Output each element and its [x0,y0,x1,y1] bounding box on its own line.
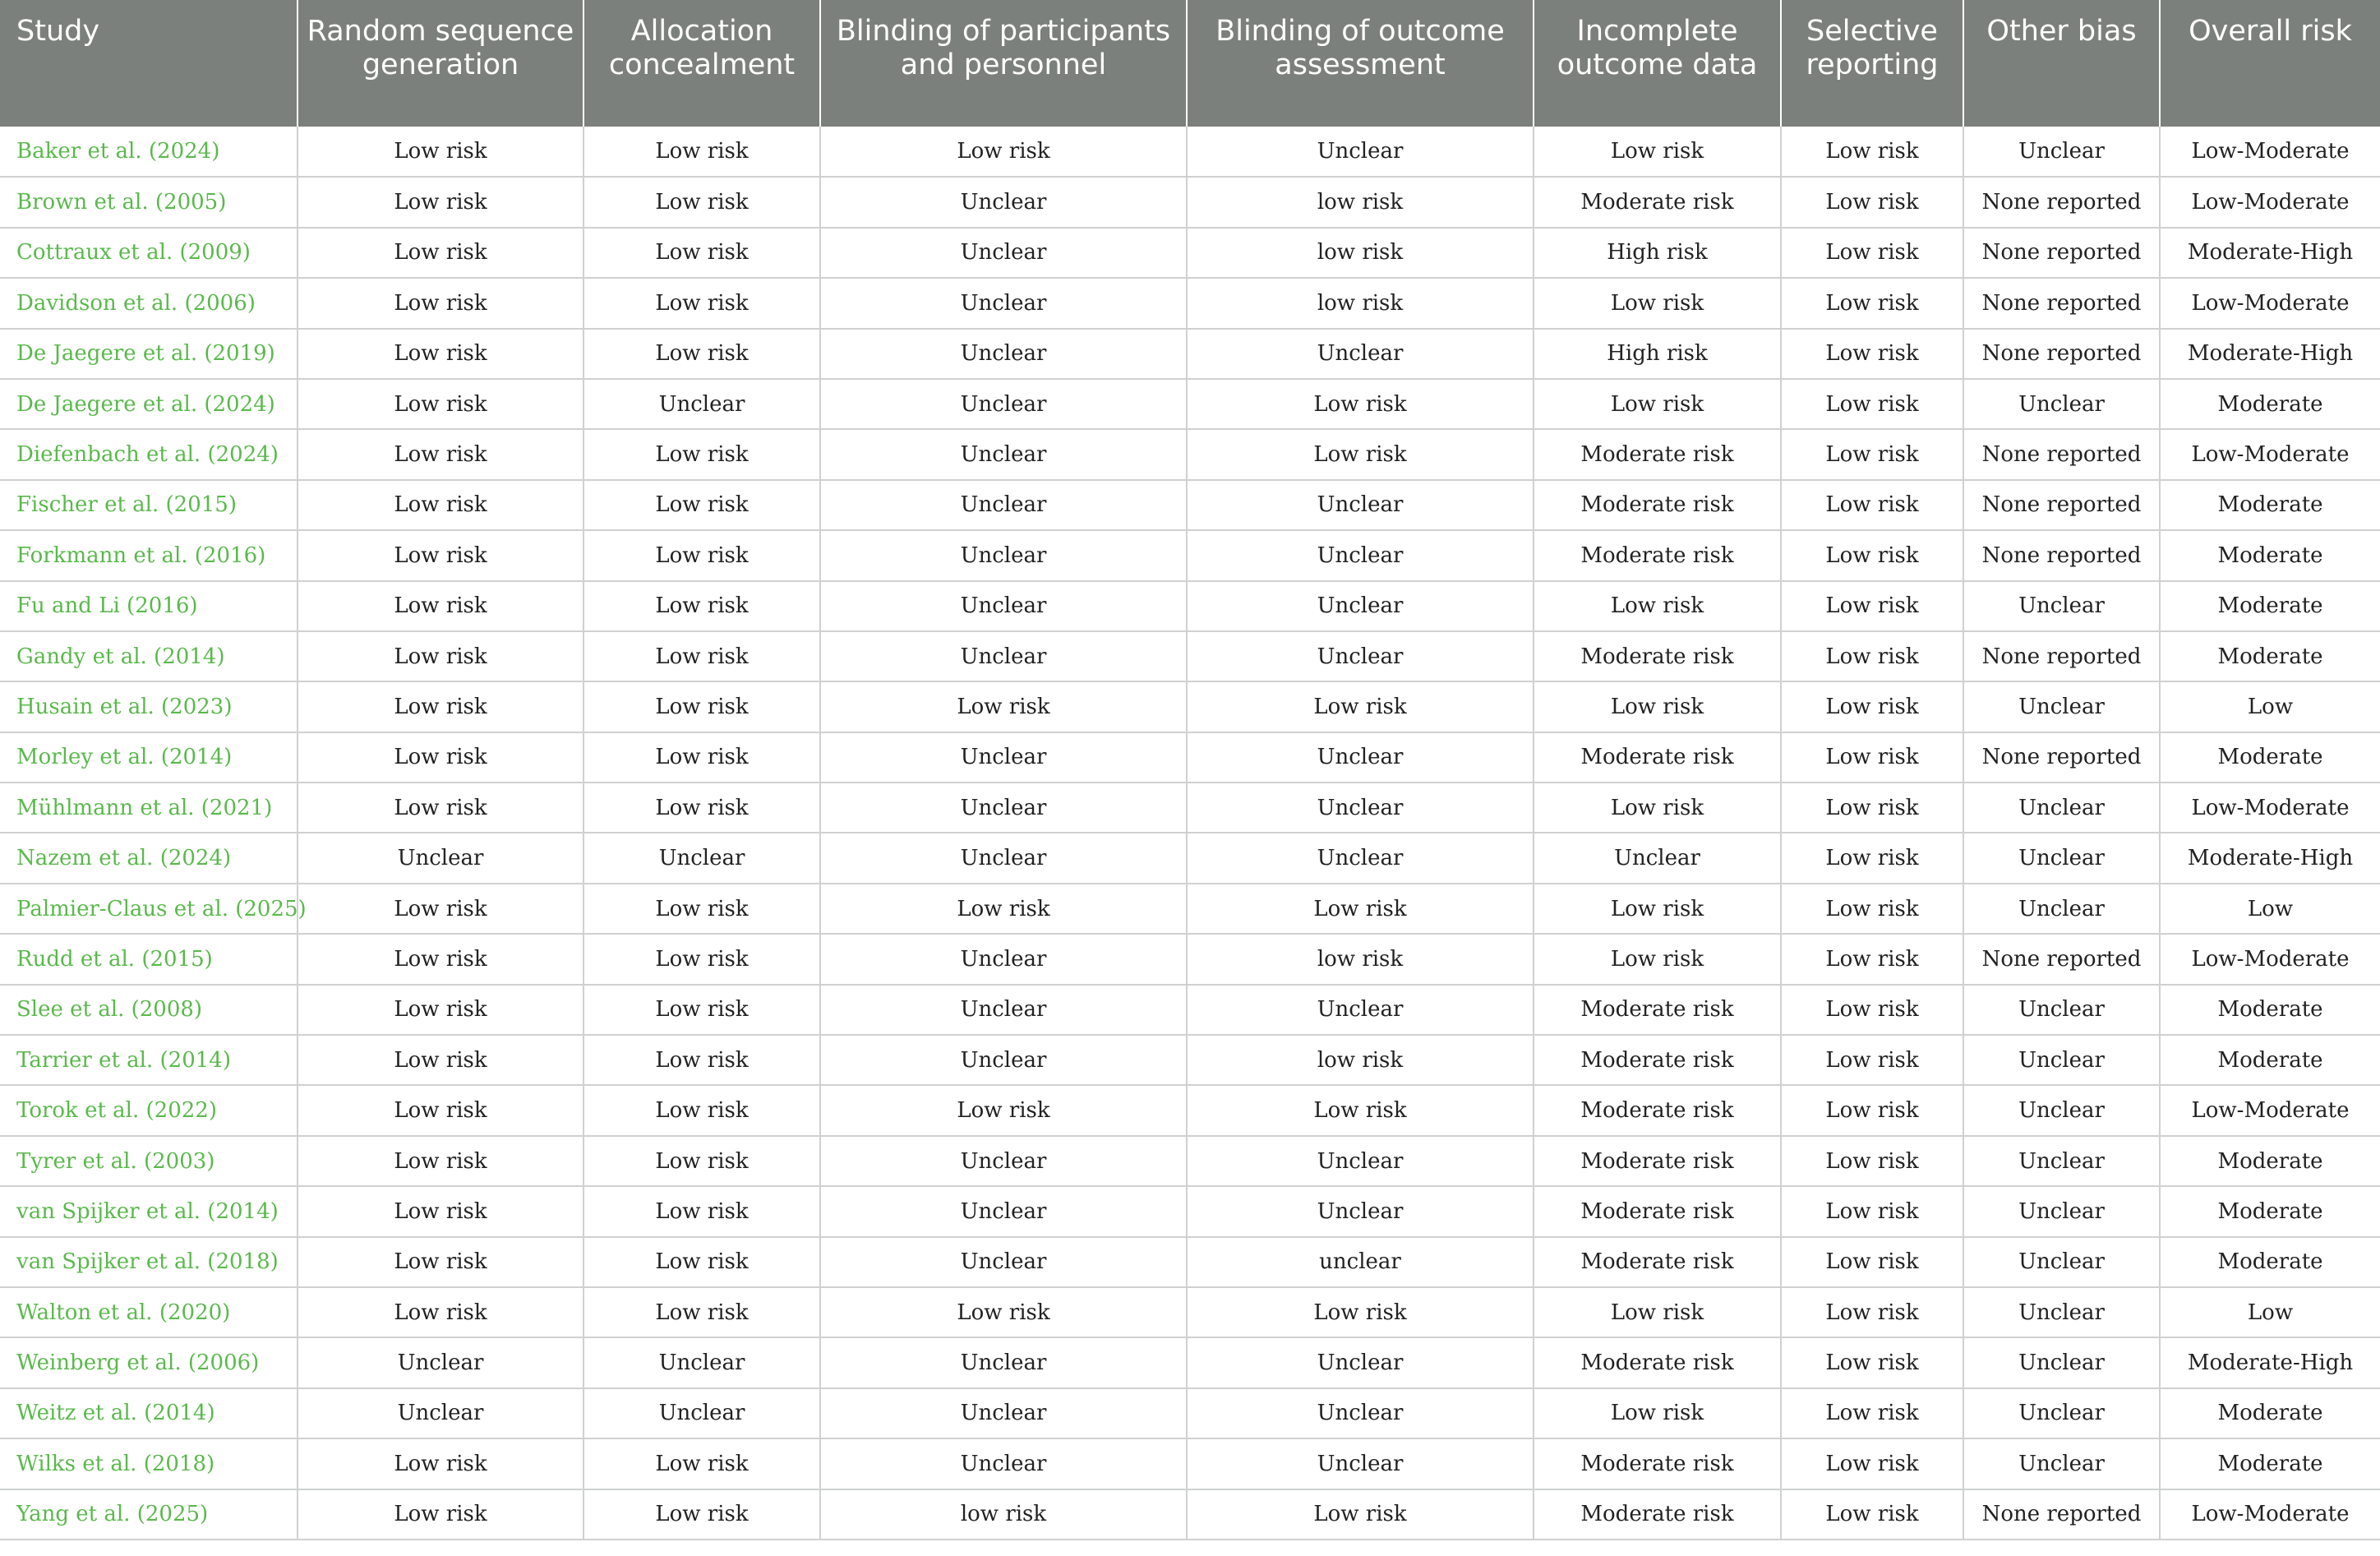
header-random-sequence-generation: Random sequence generation [298,0,583,127]
cell-overall-risk: Moderate [2160,480,2380,530]
cell-overall-risk: Moderate [2160,530,2380,580]
cell-incomplete-outcome: Moderate risk [1534,1035,1781,1085]
cell-blinding-participants: Unclear [820,1438,1187,1489]
cell-blinding-participants: Unclear [820,1136,1187,1186]
cell-overall-risk: Low-Moderate [2160,429,2380,479]
table-row [0,1085,2380,1135]
cell-blinding-outcome: Low risk [1187,681,1534,732]
cell-other-bias: None reported [1963,631,2160,681]
cell-overall-risk: Moderate [2160,985,2380,1035]
cell-incomplete-outcome: Low risk [1534,127,1781,177]
cell-blinding-participants: Low risk [820,1085,1187,1135]
cell-other-bias: Unclear [1963,1287,2160,1337]
header-other-bias: Other bias [1963,0,2160,127]
cell-incomplete-outcome: Low risk [1534,1388,1781,1438]
cell-blinding-outcome: low risk [1187,1035,1534,1085]
cell-overall-risk: Low [2160,681,2380,732]
cell-overall-risk: Low-Moderate [2160,1085,2380,1135]
cell-other-bias: None reported [1963,530,2160,580]
cell-other-bias: Unclear [1963,127,2160,177]
cell-blinding-outcome: Unclear [1187,833,1534,883]
cell-blinding-participants: Unclear [820,379,1187,429]
header-incomplete-outcome: Incomplete outcome data [1534,0,1781,127]
study-link[interactable]: Walton et al. (2020) [0,1287,298,1337]
table-row [0,1287,2380,1337]
table-row [0,177,2380,227]
cell-incomplete-outcome: Low risk [1534,681,1781,732]
cell-other-bias: None reported [1963,228,2160,278]
cell-random-sequence: Low risk [298,581,583,631]
study-link[interactable]: Weitz et al. (2014) [0,1388,298,1438]
cell-selective-reporting: Low risk [1781,1136,1963,1186]
cell-blinding-participants: Low risk [820,681,1187,732]
study-link[interactable]: Husain et al. (2023) [0,681,298,732]
cell-selective-reporting: Low risk [1781,884,1963,934]
cell-random-sequence: Low risk [298,429,583,479]
cell-other-bias: Unclear [1963,379,2160,429]
cell-selective-reporting: Low risk [1781,1186,1963,1236]
cell-blinding-participants: Unclear [820,480,1187,530]
cell-allocation: Low risk [583,1186,820,1236]
study-link[interactable]: Rudd et al. (2015) [0,934,298,984]
cell-incomplete-outcome: Moderate risk [1534,631,1781,681]
study-link[interactable]: Weinberg et al. (2006) [0,1337,298,1387]
cell-allocation: Low risk [583,1136,820,1186]
cell-overall-risk: Low-Moderate [2160,783,2380,833]
table-row [0,581,2380,631]
cell-blinding-outcome: Unclear [1187,329,1534,379]
cell-incomplete-outcome: Moderate risk [1534,985,1781,1035]
table-row [0,228,2380,278]
cell-incomplete-outcome: Moderate risk [1534,530,1781,580]
table-header [0,0,2380,127]
cell-selective-reporting: Low risk [1781,228,1963,278]
cell-random-sequence: Low risk [298,1237,583,1287]
cell-incomplete-outcome: Low risk [1534,783,1781,833]
cell-selective-reporting: Low risk [1781,681,1963,732]
cell-overall-risk: Moderate-High [2160,1337,2380,1387]
study-link[interactable]: Nazem et al. (2024) [0,833,298,883]
cell-other-bias: None reported [1963,278,2160,328]
cell-random-sequence: Low risk [298,530,583,580]
cell-selective-reporting: Low risk [1781,278,1963,328]
study-link[interactable]: Gandy et al. (2014) [0,631,298,681]
cell-allocation: Low risk [583,1438,820,1489]
cell-incomplete-outcome: Moderate risk [1534,429,1781,479]
cell-selective-reporting: Low risk [1781,581,1963,631]
table-row [0,1237,2380,1287]
cell-random-sequence: Low risk [298,329,583,379]
cell-incomplete-outcome: Low risk [1534,379,1781,429]
table-row [0,1489,2380,1540]
cell-random-sequence: Low risk [298,480,583,530]
cell-selective-reporting: Low risk [1781,631,1963,681]
cell-overall-risk: Low-Moderate [2160,278,2380,328]
cell-blinding-participants: Low risk [820,127,1187,177]
cell-selective-reporting: Low risk [1781,732,1963,783]
cell-allocation: Low risk [583,329,820,379]
cell-other-bias: Unclear [1963,681,2160,732]
table-row [0,429,2380,479]
cell-other-bias: Unclear [1963,1186,2160,1236]
cell-overall-risk: Moderate-High [2160,228,2380,278]
cell-allocation: Low risk [583,530,820,580]
cell-blinding-outcome: Low risk [1187,1287,1534,1337]
cell-other-bias: Unclear [1963,1438,2160,1489]
study-link[interactable]: De Jaegere et al. (2024) [0,379,298,429]
study-link[interactable]: Diefenbach et al. (2024) [0,429,298,479]
cell-selective-reporting: Low risk [1781,1085,1963,1135]
header-blinding-outcome: Blinding of outcome assessment [1187,0,1534,127]
study-link[interactable]: Tyrer et al. (2003) [0,1136,298,1186]
cell-other-bias: Unclear [1963,1337,2160,1387]
cell-overall-risk: Moderate-High [2160,833,2380,883]
study-link[interactable]: Fischer et al. (2015) [0,480,298,530]
study-link[interactable]: Palmier-Claus et al. (2025) [0,884,298,934]
header-row [0,0,2380,127]
cell-overall-risk: Moderate [2160,732,2380,783]
cell-other-bias: Unclear [1963,985,2160,1035]
cell-allocation: Low risk [583,1237,820,1287]
cell-random-sequence: Unclear [298,1337,583,1387]
cell-blinding-outcome: Unclear [1187,480,1534,530]
cell-incomplete-outcome: Moderate risk [1534,732,1781,783]
cell-allocation: Unclear [583,1388,820,1438]
cell-selective-reporting: Low risk [1781,177,1963,227]
cell-blinding-outcome: Unclear [1187,1136,1534,1186]
cell-blinding-participants: Unclear [820,429,1187,479]
cell-allocation: Low risk [583,177,820,227]
cell-other-bias: None reported [1963,934,2160,984]
cell-random-sequence: Low risk [298,1186,583,1236]
cell-selective-reporting: Low risk [1781,985,1963,1035]
cell-allocation: Unclear [583,379,820,429]
cell-incomplete-outcome: Moderate risk [1534,1438,1781,1489]
study-link[interactable]: Cottraux et al. (2009) [0,228,298,278]
cell-blinding-participants: Unclear [820,1388,1187,1438]
cell-selective-reporting: Low risk [1781,1438,1963,1489]
cell-blinding-participants: Unclear [820,1237,1187,1287]
cell-blinding-participants: Low risk [820,884,1187,934]
cell-selective-reporting: Low risk [1781,1287,1963,1337]
cell-blinding-participants: low risk [820,1489,1187,1540]
cell-allocation: Low risk [583,681,820,732]
study-link[interactable]: Wilks et al. (2018) [0,1438,298,1489]
header-selective-reporting: Selective reporting [1781,0,1963,127]
cell-blinding-participants: Unclear [820,1035,1187,1085]
cell-other-bias: Unclear [1963,1035,2160,1085]
cell-random-sequence: Low risk [298,681,583,732]
study-link[interactable]: Yang et al. (2025) [0,1489,298,1540]
study-link[interactable]: van Spijker et al. (2018) [0,1237,298,1287]
cell-allocation: Low risk [583,732,820,783]
cell-overall-risk: Moderate [2160,1186,2380,1236]
table-row [0,278,2380,328]
cell-blinding-outcome: Low risk [1187,379,1534,429]
cell-allocation: Low risk [583,783,820,833]
cell-random-sequence: Low risk [298,1438,583,1489]
cell-blinding-outcome: Unclear [1187,581,1534,631]
cell-blinding-outcome: Unclear [1187,1337,1534,1387]
cell-selective-reporting: Low risk [1781,833,1963,883]
table-row [0,480,2380,530]
cell-incomplete-outcome: Low risk [1534,884,1781,934]
cell-selective-reporting: Low risk [1781,329,1963,379]
cell-blinding-outcome: Unclear [1187,985,1534,1035]
cell-blinding-outcome: Unclear [1187,783,1534,833]
cell-allocation: Low risk [583,429,820,479]
study-link[interactable]: Davidson et al. (2006) [0,278,298,328]
cell-other-bias: Unclear [1963,1237,2160,1287]
cell-blinding-participants: Unclear [820,732,1187,783]
cell-random-sequence: Low risk [298,1085,583,1135]
cell-allocation: Low risk [583,1085,820,1135]
cell-selective-reporting: Low risk [1781,1035,1963,1085]
study-link[interactable]: Tarrier et al. (2014) [0,1035,298,1085]
cell-incomplete-outcome: Moderate risk [1534,1489,1781,1540]
cell-other-bias: Unclear [1963,884,2160,934]
table-row [0,329,2380,379]
cell-incomplete-outcome: Low risk [1534,934,1781,984]
cell-blinding-outcome: low risk [1187,177,1534,227]
table-body [0,127,2380,1540]
cell-other-bias: Unclear [1963,833,2160,883]
cell-selective-reporting: Low risk [1781,783,1963,833]
cell-random-sequence: Low risk [298,985,583,1035]
cell-other-bias: Unclear [1963,1388,2160,1438]
cell-allocation: Low risk [583,884,820,934]
cell-allocation: Unclear [583,833,820,883]
table-row [0,833,2380,883]
cell-selective-reporting: Low risk [1781,1337,1963,1387]
cell-blinding-outcome: Unclear [1187,631,1534,681]
table-row [0,681,2380,732]
cell-blinding-participants: Unclear [820,1337,1187,1387]
cell-blinding-participants: Unclear [820,631,1187,681]
cell-blinding-outcome: Unclear [1187,1186,1534,1236]
cell-allocation: Low risk [583,1489,820,1540]
header-study: Study [0,0,298,127]
cell-overall-risk: Moderate [2160,631,2380,681]
cell-other-bias: None reported [1963,177,2160,227]
table-row [0,1337,2380,1387]
header-overall-risk: Overall risk [2160,0,2380,127]
table-row [0,1136,2380,1186]
cell-blinding-outcome: Unclear [1187,1388,1534,1438]
cell-incomplete-outcome: Unclear [1534,833,1781,883]
cell-overall-risk: Moderate-High [2160,329,2380,379]
cell-allocation: Low risk [583,934,820,984]
cell-other-bias: Unclear [1963,1136,2160,1186]
cell-other-bias: Unclear [1963,1085,2160,1135]
cell-blinding-outcome: low risk [1187,278,1534,328]
cell-blinding-outcome: Unclear [1187,530,1534,580]
study-link[interactable]: De Jaegere et al. (2019) [0,329,298,379]
cell-blinding-participants: Unclear [820,581,1187,631]
cell-blinding-outcome: Low risk [1187,1489,1534,1540]
cell-selective-reporting: Low risk [1781,1388,1963,1438]
cell-incomplete-outcome: High risk [1534,329,1781,379]
cell-selective-reporting: Low risk [1781,530,1963,580]
cell-blinding-participants: Unclear [820,985,1187,1035]
study-link[interactable]: Fu and Li (2016) [0,581,298,631]
table-row [0,379,2380,429]
cell-other-bias: None reported [1963,480,2160,530]
cell-overall-risk: Low-Moderate [2160,127,2380,177]
table-row [0,1388,2380,1438]
cell-incomplete-outcome: Moderate risk [1534,1237,1781,1287]
cell-blinding-outcome: low risk [1187,934,1534,984]
table-row [0,985,2380,1035]
cell-allocation: Low risk [583,985,820,1035]
cell-blinding-outcome: low risk [1187,228,1534,278]
cell-blinding-participants: Low risk [820,1287,1187,1337]
cell-blinding-participants: Unclear [820,329,1187,379]
cell-blinding-outcome: Unclear [1187,127,1534,177]
cell-blinding-participants: Unclear [820,1186,1187,1236]
study-link[interactable]: van Spijker et al. (2014) [0,1186,298,1236]
cell-random-sequence: Low risk [298,783,583,833]
cell-selective-reporting: Low risk [1781,429,1963,479]
cell-other-bias: None reported [1963,1489,2160,1540]
cell-random-sequence: Low risk [298,177,583,227]
table-row [0,783,2380,833]
cell-blinding-outcome: Low risk [1187,884,1534,934]
cell-allocation: Low risk [583,631,820,681]
cell-selective-reporting: Low risk [1781,379,1963,429]
cell-overall-risk: Moderate [2160,1388,2380,1438]
cell-incomplete-outcome: Moderate risk [1534,1085,1781,1135]
cell-selective-reporting: Low risk [1781,934,1963,984]
study-link[interactable]: Baker et al. (2024) [0,127,298,177]
table-row [0,1186,2380,1236]
cell-blinding-participants: Unclear [820,530,1187,580]
cell-random-sequence: Low risk [298,884,583,934]
cell-random-sequence: Low risk [298,278,583,328]
study-link[interactable]: Slee et al. (2008) [0,985,298,1035]
cell-incomplete-outcome: Low risk [1534,1287,1781,1337]
cell-blinding-participants: Unclear [820,783,1187,833]
cell-selective-reporting: Low risk [1781,1237,1963,1287]
cell-overall-risk: Low-Moderate [2160,934,2380,984]
cell-allocation: Low risk [583,1287,820,1337]
cell-allocation: Low risk [583,581,820,631]
cell-overall-risk: Moderate [2160,581,2380,631]
cell-random-sequence: Unclear [298,833,583,883]
cell-other-bias: Unclear [1963,581,2160,631]
table-row [0,884,2380,934]
cell-incomplete-outcome: Moderate risk [1534,1136,1781,1186]
cell-overall-risk: Moderate [2160,1136,2380,1186]
cell-overall-risk: Moderate [2160,379,2380,429]
cell-blinding-outcome: Low risk [1187,429,1534,479]
cell-allocation: Low risk [583,278,820,328]
cell-overall-risk: Low [2160,884,2380,934]
cell-random-sequence: Low risk [298,1035,583,1085]
cell-other-bias: None reported [1963,429,2160,479]
study-link[interactable]: Morley et al. (2014) [0,732,298,783]
cell-incomplete-outcome: Low risk [1534,581,1781,631]
cell-blinding-participants: Unclear [820,177,1187,227]
cell-incomplete-outcome: Moderate risk [1534,177,1781,227]
cell-blinding-outcome: unclear [1187,1237,1534,1287]
cell-incomplete-outcome: Low risk [1534,278,1781,328]
cell-blinding-outcome: Unclear [1187,1438,1534,1489]
cell-blinding-participants: Unclear [820,278,1187,328]
cell-overall-risk: Low-Moderate [2160,1489,2380,1540]
study-link[interactable]: Brown et al. (2005) [0,177,298,227]
cell-incomplete-outcome: High risk [1534,228,1781,278]
table-row [0,631,2380,681]
cell-overall-risk: Moderate [2160,1438,2380,1489]
table-row [0,732,2380,783]
study-link[interactable]: Forkmann et al. (2016) [0,530,298,580]
table-row [0,530,2380,580]
cell-random-sequence: Low risk [298,127,583,177]
cell-random-sequence: Low risk [298,934,583,984]
cell-blinding-outcome: Unclear [1187,732,1534,783]
cell-overall-risk: Low [2160,1287,2380,1337]
cell-blinding-participants: Unclear [820,833,1187,883]
cell-other-bias: None reported [1963,732,2160,783]
header-allocation-concealment: Allocation concealment [583,0,820,127]
cell-random-sequence: Low risk [298,379,583,429]
table-row [0,1438,2380,1489]
cell-selective-reporting: Low risk [1781,127,1963,177]
cell-allocation: Low risk [583,1035,820,1085]
cell-random-sequence: Low risk [298,1136,583,1186]
cell-blinding-participants: Unclear [820,934,1187,984]
header-blinding-participants: Blinding of participants and personnel [820,0,1187,127]
cell-incomplete-outcome: Moderate risk [1534,1186,1781,1236]
cell-other-bias: None reported [1963,329,2160,379]
cell-random-sequence: Low risk [298,1287,583,1337]
cell-selective-reporting: Low risk [1781,1489,1963,1540]
study-link[interactable]: Torok et al. (2022) [0,1085,298,1135]
cell-random-sequence: Low risk [298,631,583,681]
cell-random-sequence: Low risk [298,1489,583,1540]
cell-random-sequence: Low risk [298,732,583,783]
table-row [0,934,2380,984]
cell-allocation: Low risk [583,480,820,530]
table-row [0,127,2380,177]
cell-incomplete-outcome: Moderate risk [1534,480,1781,530]
cell-overall-risk: Moderate [2160,1035,2380,1085]
cell-other-bias: Unclear [1963,783,2160,833]
cell-overall-risk: Moderate [2160,1237,2380,1287]
cell-selective-reporting: Low risk [1781,480,1963,530]
cell-random-sequence: Low risk [298,228,583,278]
cell-incomplete-outcome: Moderate risk [1534,1337,1781,1387]
cell-random-sequence: Unclear [298,1388,583,1438]
cell-blinding-participants: Unclear [820,228,1187,278]
study-link[interactable]: Mühlmann et al. (2021) [0,783,298,833]
cell-overall-risk: Low-Moderate [2160,177,2380,227]
cell-allocation: Low risk [583,228,820,278]
cell-allocation: Unclear [583,1337,820,1387]
cell-blinding-outcome: Low risk [1187,1085,1534,1135]
table-row [0,1035,2380,1085]
cell-allocation: Low risk [583,127,820,177]
